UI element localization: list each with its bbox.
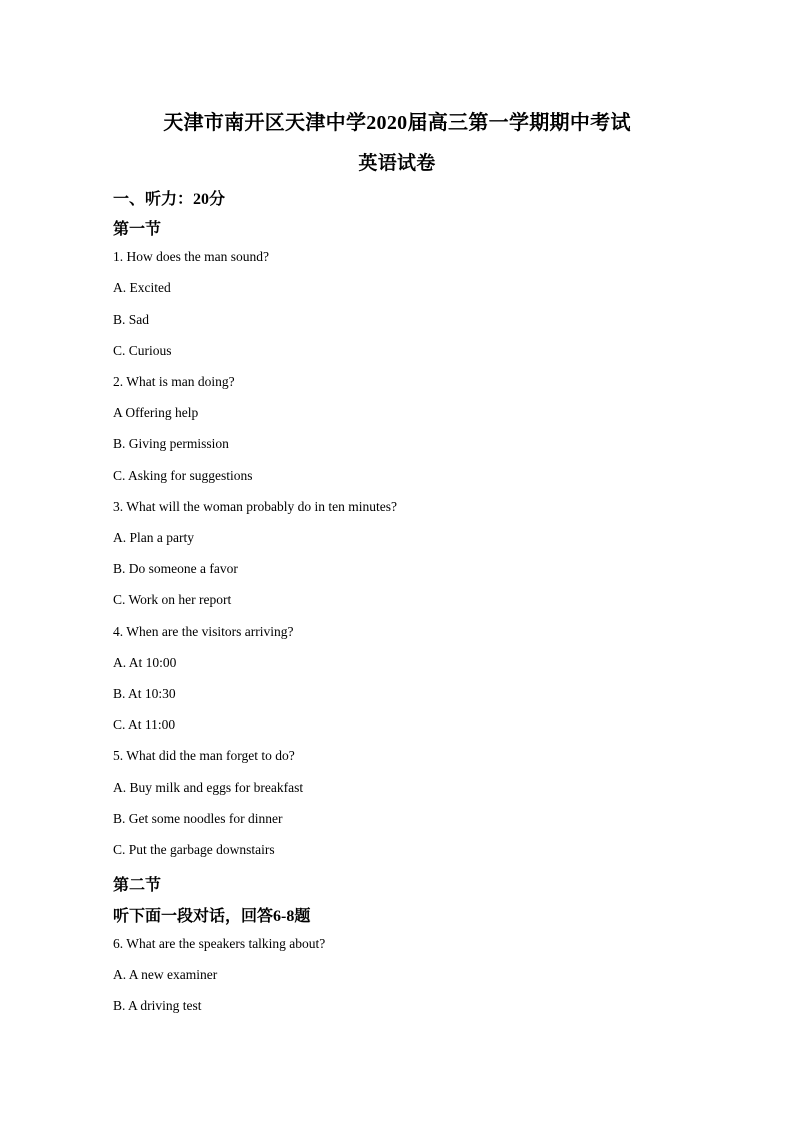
question-6-stem: 6. What are the speakers talking about? (113, 936, 326, 951)
question-1-option-c: C. Curious (113, 343, 172, 358)
question-4-option-a: A. At 10:00 (113, 655, 177, 670)
question-5-option-c: C. Put the garbage downstairs (113, 842, 275, 857)
question-5-stem: 5. What did the man forget to do? (113, 748, 295, 763)
part1-heading: 第一节 (113, 221, 162, 238)
exam-subtitle: 英语试卷 (358, 153, 436, 174)
part2-heading: 第二节 (113, 877, 162, 894)
question-3-option-a: A. Plan a party (113, 530, 194, 545)
question-2-option-c: C. Asking for suggestions (113, 468, 253, 483)
question-4-option-b: B. At 10:30 (113, 686, 176, 701)
question-3-option-b: B. Do someone a favor (113, 561, 238, 576)
section-heading-listening: 一、听力：20分 (113, 191, 226, 208)
question-5-option-b: B. Get some noodles for dinner (113, 811, 283, 826)
question-3-option-c: C. Work on her report (113, 592, 232, 607)
question-2-option-b: B. Giving permission (113, 436, 229, 451)
question-3-stem: 3. What will the woman probably do in ten minutes? (113, 499, 397, 514)
part2-instruction: 听下面一段对话，回答6-8题 (113, 908, 311, 925)
question-6-option-b: B. A driving test (113, 998, 202, 1013)
question-4-option-c: C. At 11:00 (113, 717, 176, 732)
exam-title: 天津市南开区天津中学2020届高三第一学期期中考试 (163, 112, 631, 134)
question-4-stem: 4. When are the visitors arriving? (113, 624, 294, 639)
question-1-option-b: B. Sad (113, 312, 150, 327)
question-2-option-a: A Offering help (113, 405, 199, 420)
question-1-stem: 1. How does the man sound? (113, 249, 269, 264)
question-5-option-a: A. Buy milk and eggs for breakfast (113, 780, 304, 795)
question-1-option-a: A. Excited (113, 280, 171, 295)
question-2-stem: 2. What is man doing? (113, 374, 235, 389)
question-6-option-a: A. A new examiner (113, 967, 218, 982)
